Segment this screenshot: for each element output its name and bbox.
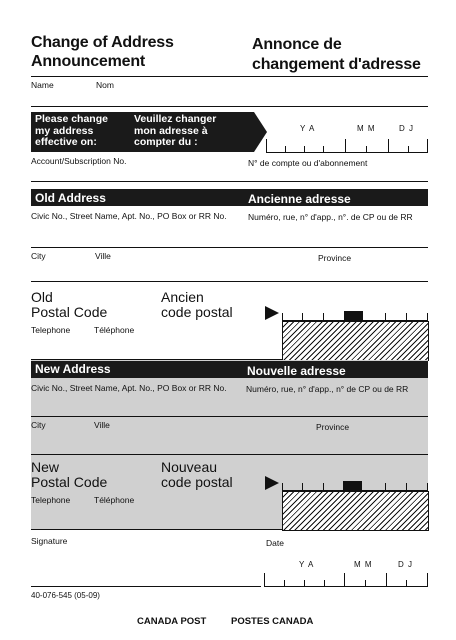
- old-postal-en-2: Postal Code: [31, 304, 108, 320]
- effective-fr-2: mon adresse à: [134, 124, 208, 137]
- signature-date-tick: [386, 573, 387, 587]
- old-postal-separator: [344, 311, 363, 321]
- old-postal-tick: [427, 313, 428, 321]
- new-address-heading: New Address: [35, 362, 111, 376]
- effective-en-3: effective on:: [35, 136, 97, 148]
- old-street-label-fr: Numéro, rue, n° d'app., n°. de CP ou de RR: [248, 212, 413, 222]
- title-rule: [31, 76, 428, 77]
- old-postal-hatched-area: [282, 321, 429, 361]
- old-telephone-label-fr: Téléphone: [94, 325, 135, 335]
- new-province-label: Province: [316, 422, 350, 432]
- title-fr-line2: changement d'adresse: [252, 56, 421, 73]
- effective-fr-1: Veuillez changer: [134, 113, 217, 125]
- signature-date-tick: [365, 580, 366, 587]
- effective-en-1: Please change: [35, 113, 108, 125]
- old-ville-label: Ville: [95, 251, 111, 261]
- footer-postes-canada: POSTES CANADA: [231, 616, 314, 627]
- effective-tick: [266, 139, 267, 153]
- account-field-line[interactable]: [31, 181, 428, 182]
- old-postal-tick: [323, 313, 324, 321]
- new-postal-shaded-area: [31, 455, 282, 530]
- signature-date-field[interactable]: [264, 586, 428, 587]
- effective-tick: [285, 146, 286, 153]
- signature-date-tick: [344, 573, 345, 587]
- old-street-field-line[interactable]: [31, 247, 428, 248]
- signature-date-tick: [304, 580, 305, 587]
- effective-tick: [304, 146, 305, 153]
- new-postal-en-1: New: [31, 459, 60, 475]
- new-street-field-line[interactable]: [31, 416, 428, 417]
- signature-date-tick: [324, 580, 325, 587]
- effective-tick: [408, 146, 409, 153]
- new-postal-separator: [343, 481, 362, 491]
- name-label: Name: [31, 80, 54, 90]
- new-postal-tick: [282, 483, 283, 491]
- signature-day-label: D J: [398, 560, 413, 569]
- signature-date-tick: [264, 573, 265, 587]
- old-address-heading-fr: Ancienne adresse: [248, 192, 351, 206]
- title-fr-line1: Annonce de: [252, 36, 342, 53]
- signature-field-line[interactable]: [31, 586, 261, 587]
- new-telephone-label-fr: Téléphone: [94, 495, 135, 505]
- form-number: 40-076-545 (05-09): [31, 591, 100, 600]
- effective-tick: [427, 139, 428, 153]
- new-postal-fr-2: code postal: [161, 474, 233, 490]
- new-postal-hatched-area: [282, 491, 429, 531]
- old-postal-tick: [302, 313, 303, 321]
- old-telephone-label: Telephone: [31, 325, 71, 335]
- effective-day-label: D J: [399, 124, 414, 133]
- old-street-label: Civic No., Street Name, Apt. No., PO Box or RR No.: [31, 211, 227, 221]
- effective-en-2: my address: [35, 124, 94, 137]
- new-postal-en-2: Postal Code: [31, 474, 108, 490]
- new-postal-arrow-icon: [265, 476, 279, 490]
- new-postal-tick: [406, 483, 407, 491]
- date-label: Date: [266, 538, 284, 548]
- effective-fr-3: compter du :: [134, 136, 198, 148]
- old-province-label: Province: [318, 253, 352, 263]
- signature-date-tick: [284, 580, 285, 587]
- old-postal-arrow-icon: [265, 306, 279, 320]
- old-postal-tick: [406, 313, 407, 321]
- effective-tick: [323, 146, 324, 153]
- old-postal-en-1: Old: [31, 289, 53, 305]
- title-en-line1: Change of Address: [31, 34, 174, 51]
- effective-date-field[interactable]: [266, 152, 428, 153]
- new-telephone-field-line[interactable]: [31, 529, 282, 530]
- new-telephone-label: Telephone: [31, 495, 71, 505]
- old-postal-tick: [282, 313, 283, 321]
- old-postal-fr-2: code postal: [161, 304, 233, 320]
- name-label-fr: Nom: [96, 80, 114, 90]
- signature-label: Signature: [31, 536, 68, 546]
- account-label-fr: N° de compte ou d'abonnement: [248, 158, 368, 168]
- name-field-line[interactable]: [31, 106, 428, 107]
- effective-year-label: Y A: [300, 124, 316, 133]
- new-postal-tick: [385, 483, 386, 491]
- signature-date-tick: [406, 580, 407, 587]
- signature-year-label: Y A: [299, 560, 315, 569]
- account-label: Account/Subscription No.: [31, 156, 127, 166]
- title-en-line2: Announcement: [31, 53, 146, 70]
- new-address-heading-fr: Nouvelle adresse: [247, 364, 346, 378]
- signature-date-tick: [427, 573, 428, 587]
- new-city-label: City: [31, 420, 46, 430]
- new-street-label-fr: Numéro, rue, n° d'app., n° de CP ou de RR: [246, 384, 409, 394]
- old-postal-tick: [385, 313, 386, 321]
- signature-month-label: M M: [354, 560, 373, 569]
- old-city-label: City: [31, 251, 46, 261]
- new-ville-label: Ville: [94, 420, 110, 430]
- effective-month-label: M M: [357, 124, 376, 133]
- new-postal-tick: [302, 483, 303, 491]
- old-postal-fr-1: Ancien: [161, 289, 204, 305]
- new-postal-tick: [427, 483, 428, 491]
- effective-tick: [345, 139, 346, 153]
- new-street-label: Civic No., Street Name, Apt. No., PO Box or RR No.: [31, 383, 227, 393]
- old-city-field-line[interactable]: [31, 281, 428, 282]
- footer-canada-post: CANADA POST: [137, 616, 207, 627]
- effective-tick: [366, 146, 367, 153]
- new-postal-fr-1: Nouveau: [161, 459, 218, 475]
- effective-tick: [388, 139, 389, 153]
- old-address-heading: Old Address: [35, 191, 106, 205]
- new-postal-tick: [323, 483, 324, 491]
